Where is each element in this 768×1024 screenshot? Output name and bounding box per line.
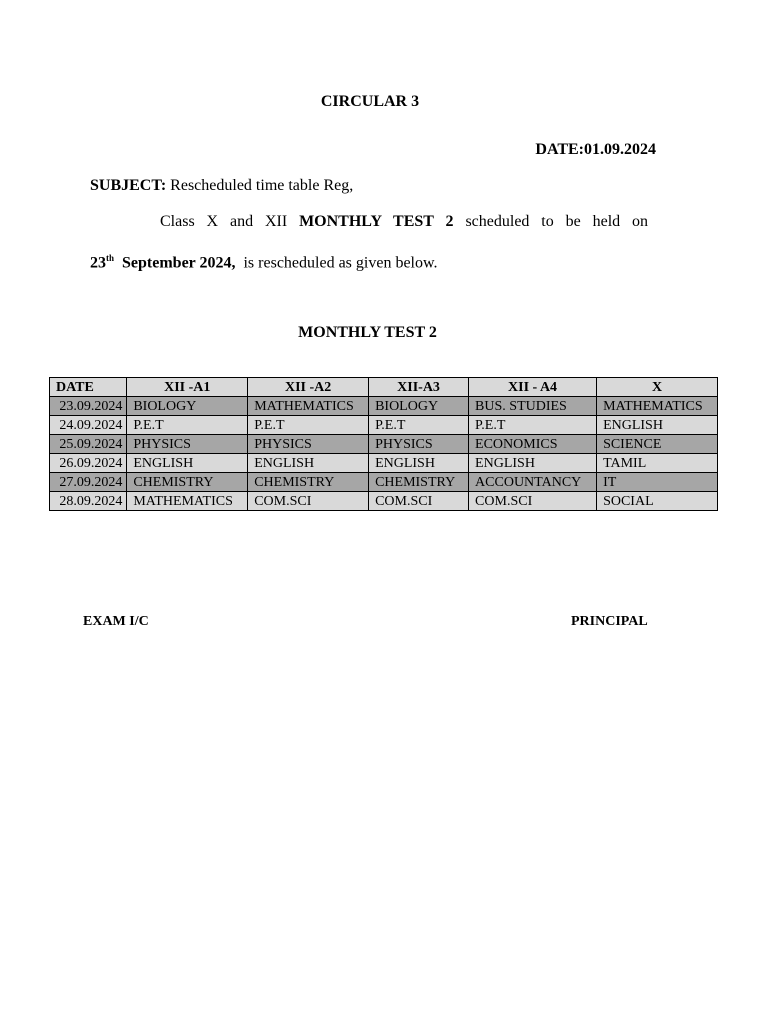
body-line-2 xyxy=(90,253,438,272)
subject-cell: P.E.T xyxy=(469,416,597,435)
column-header: XII - A4 xyxy=(469,378,597,397)
subject-cell: P.E.T xyxy=(127,416,248,435)
subject-cell: P.E.T xyxy=(248,416,369,435)
subject-cell: ACCOUNTANCY xyxy=(469,473,597,492)
body-test-name: MONTHLY TEST 2 xyxy=(299,213,454,230)
table-row xyxy=(50,454,718,473)
subject-cell: ECONOMICS xyxy=(469,435,597,454)
subject-cell: BIOLOGY xyxy=(127,397,248,416)
subject-cell: BUS. STUDIES xyxy=(469,397,597,416)
subject-cell: ENGLISH xyxy=(127,454,248,473)
subject-cell: COM.SCI xyxy=(248,492,369,511)
timetable-body xyxy=(50,397,718,511)
table-row xyxy=(50,416,718,435)
subject-label: SUBJECT: xyxy=(90,177,167,194)
subject-cell: PHYSICS xyxy=(127,435,248,454)
subject-text: Rescheduled time table Reg, xyxy=(170,177,354,194)
column-header: XII -A2 xyxy=(248,378,369,397)
subject-cell: ENGLISH xyxy=(248,454,369,473)
subject-cell: SOCIAL xyxy=(597,492,718,511)
signature-exam-ic: EXAM I/C xyxy=(83,614,149,629)
subject-cell: CHEMISTRY xyxy=(127,473,248,492)
signature-principal: PRINCIPAL xyxy=(571,614,648,629)
subject-cell: MATHEMATICS xyxy=(597,397,718,416)
timetable xyxy=(49,377,718,511)
subject-cell: PHYSICS xyxy=(248,435,369,454)
subject-cell: BIOLOGY xyxy=(369,397,469,416)
subject-cell: TAMIL xyxy=(597,454,718,473)
body-line-1 xyxy=(160,213,648,231)
subject-cell: ENGLISH xyxy=(369,454,469,473)
date-cell: 24.09.2024 xyxy=(50,416,127,435)
timetable-header-row xyxy=(50,378,718,397)
body-text-start: Class X and XII xyxy=(160,213,288,230)
subject-cell: IT xyxy=(597,473,718,492)
subject-cell: ENGLISH xyxy=(469,454,597,473)
subject-cell: COM.SCI xyxy=(369,492,469,511)
table-row xyxy=(50,397,718,416)
subject-line xyxy=(90,177,353,195)
column-header: DATE xyxy=(50,378,127,397)
date-cell: 27.09.2024 xyxy=(50,473,127,492)
section-title: MONTHLY TEST 2 xyxy=(298,324,437,341)
circular-date: DATE:01.09.2024 xyxy=(535,141,656,158)
date-cell: 25.09.2024 xyxy=(50,435,127,454)
column-header: XII -A1 xyxy=(127,378,248,397)
subject-cell: MATHEMATICS xyxy=(248,397,369,416)
table-row xyxy=(50,492,718,511)
subject-cell: SCIENCE xyxy=(597,435,718,454)
body-line2-end: is rescheduled as given below. xyxy=(243,254,438,272)
subject-cell: CHEMISTRY xyxy=(369,473,469,492)
body-day: 23 xyxy=(90,254,106,272)
subject-cell: PHYSICS xyxy=(369,435,469,454)
subject-cell: CHEMISTRY xyxy=(248,473,369,492)
date-cell: 23.09.2024 xyxy=(50,397,127,416)
subject-cell: ENGLISH xyxy=(597,416,718,435)
date-cell: 26.09.2024 xyxy=(50,454,127,473)
subject-cell: P.E.T xyxy=(369,416,469,435)
date-cell: 28.09.2024 xyxy=(50,492,127,511)
subject-cell: MATHEMATICS xyxy=(127,492,248,511)
column-header: X xyxy=(597,378,718,397)
body-month-year: September 2024, xyxy=(122,254,236,272)
column-header: XII-A3 xyxy=(369,378,469,397)
circular-title: CIRCULAR 3 xyxy=(320,93,420,110)
table-row xyxy=(50,473,718,492)
subject-cell: COM.SCI xyxy=(469,492,597,511)
body-text-end: scheduled to be held on xyxy=(465,213,649,230)
body-day-suffix: th xyxy=(106,253,115,263)
table-row xyxy=(50,435,718,454)
